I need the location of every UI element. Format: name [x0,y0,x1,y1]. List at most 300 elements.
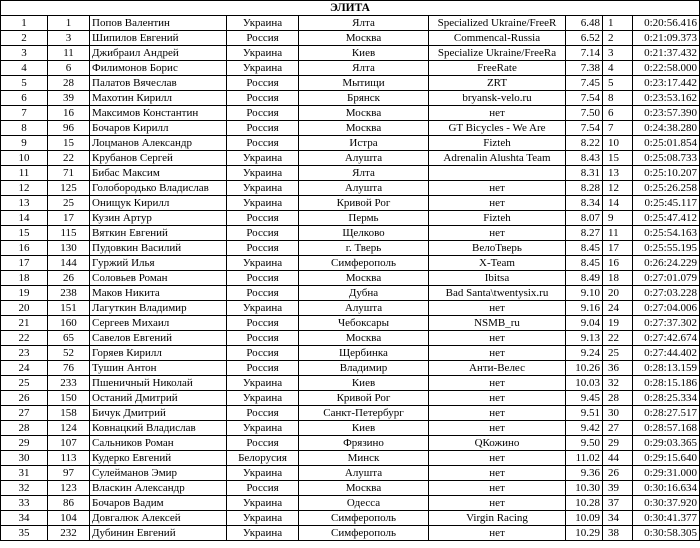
country-cell: Россия [227,286,299,301]
rank1-cell: 6 [603,106,633,121]
country-cell: Украина [227,196,299,211]
bib-cell: 71 [48,166,90,181]
total-time-cell: 0:25:55.195 [633,241,700,256]
bib-cell: 22 [48,151,90,166]
time1-cell: 6.48 [566,16,603,31]
city-cell: Москва [299,331,429,346]
table-row [1,526,700,541]
table-title: ЭЛИТА [1,1,700,16]
rider-name-cell: Бичук Дмитрий [90,406,227,421]
total-time-cell: 0:29:03.365 [633,436,700,451]
rider-name-cell: Соловьев Роман [90,271,227,286]
bib-cell: 76 [48,361,90,376]
place-cell: 25 [1,376,48,391]
team-cell: нет [429,301,566,316]
table-row [1,61,700,76]
total-time-cell: 0:27:42.674 [633,331,700,346]
rider-name-cell: Джибраил Андрей [90,46,227,61]
country-cell: Россия [227,361,299,376]
team-cell: нет [429,196,566,211]
bib-cell: 11 [48,46,90,61]
country-cell: Россия [227,226,299,241]
rider-name-cell: Палатов Вячеслав [90,76,227,91]
city-cell: Киев [299,421,429,436]
rank1-cell: 1 [603,16,633,31]
rank1-cell: 39 [603,481,633,496]
total-time-cell: 0:25:47.412 [633,211,700,226]
country-cell: Россия [227,241,299,256]
city-cell: Москва [299,31,429,46]
country-cell: Украина [227,511,299,526]
team-cell: NSMB_ru [429,316,566,331]
city-cell: Ялта [299,166,429,181]
place-cell: 16 [1,241,48,256]
bib-cell: 65 [48,331,90,346]
team-cell: ZRT [429,76,566,91]
rider-name-cell: Лагуткин Владимир [90,301,227,316]
rider-name-cell: Власкин Александр [90,481,227,496]
bib-cell: 115 [48,226,90,241]
team-cell: нет [429,391,566,406]
rider-name-cell: Останий Дмитрий [90,391,227,406]
rank1-cell: 8 [603,91,633,106]
total-time-cell: 0:22:58.000 [633,61,700,76]
table-row [1,136,700,151]
city-cell: Кривой Рог [299,391,429,406]
bib-cell: 52 [48,346,90,361]
rank1-cell: 24 [603,301,633,316]
time1-cell: 10.03 [566,376,603,391]
rank1-cell: 25 [603,346,633,361]
time1-cell: 8.49 [566,271,603,286]
place-cell: 2 [1,31,48,46]
team-cell: Virgin Racing [429,511,566,526]
table-row [1,271,700,286]
time1-cell: 9.16 [566,301,603,316]
total-time-cell: 0:30:37.920 [633,496,700,511]
country-cell: Украина [227,16,299,31]
total-time-cell: 0:21:37.432 [633,46,700,61]
place-cell: 29 [1,436,48,451]
bib-cell: 150 [48,391,90,406]
city-cell: Минск [299,451,429,466]
table-row [1,331,700,346]
time1-cell: 9.13 [566,331,603,346]
rider-name-cell: Ковнацкий Владислав [90,421,227,436]
team-cell: Fizteh [429,211,566,226]
team-cell: Specialize Ukraine/FreeRa [429,46,566,61]
rider-name-cell: Бочаров Вадим [90,496,227,511]
city-cell: Пермь [299,211,429,226]
country-cell: Украина [227,151,299,166]
total-time-cell: 0:28:27.517 [633,406,700,421]
bib-cell: 233 [48,376,90,391]
total-time-cell: 0:28:25.334 [633,391,700,406]
city-cell: Дубна [299,286,429,301]
country-cell: Россия [227,436,299,451]
country-cell: Украина [227,376,299,391]
country-cell: Украина [227,256,299,271]
team-cell: нет [429,181,566,196]
place-cell: 12 [1,181,48,196]
time1-cell: 8.31 [566,166,603,181]
country-cell: Россия [227,106,299,121]
place-cell: 31 [1,466,48,481]
table-row [1,286,700,301]
time1-cell: 7.54 [566,121,603,136]
table-row [1,466,700,481]
country-cell: Россия [227,346,299,361]
rider-name-cell: Пудовкин Василий [90,241,227,256]
city-cell: Алушта [299,466,429,481]
table-row [1,211,700,226]
team-cell: X-Team [429,256,566,271]
country-cell: Россия [227,121,299,136]
country-cell: Россия [227,331,299,346]
table-row [1,481,700,496]
total-time-cell: 0:25:01.854 [633,136,700,151]
team-cell: bryansk-velo.ru [429,91,566,106]
city-cell: Щелково [299,226,429,241]
total-time-cell: 0:28:15.186 [633,376,700,391]
bib-cell: 25 [48,196,90,211]
place-cell: 18 [1,271,48,286]
rider-name-cell: Сергеев Михаил [90,316,227,331]
table-row [1,511,700,526]
bib-cell: 15 [48,136,90,151]
bib-cell: 6 [48,61,90,76]
city-cell: Москва [299,121,429,136]
time1-cell: 9.50 [566,436,603,451]
city-cell: Одесса [299,496,429,511]
place-cell: 13 [1,196,48,211]
rider-name-cell: Попов Валентин [90,16,227,31]
rank1-cell: 14 [603,196,633,211]
city-cell: Алушта [299,301,429,316]
total-time-cell: 0:29:15.640 [633,451,700,466]
rider-name-cell: Филимонов Борис [90,61,227,76]
time1-cell: 9.04 [566,316,603,331]
rider-name-cell: Лоцманов Александр [90,136,227,151]
city-cell: Ялта [299,61,429,76]
city-cell: Алушта [299,151,429,166]
total-time-cell: 0:26:24.229 [633,256,700,271]
country-cell: Россия [227,271,299,286]
rider-name-cell: Онищук Кирилл [90,196,227,211]
team-cell: нет [429,421,566,436]
total-time-cell: 0:30:58.305 [633,526,700,541]
time1-cell: 8.28 [566,181,603,196]
place-cell: 26 [1,391,48,406]
table-row [1,256,700,271]
total-time-cell: 0:23:57.390 [633,106,700,121]
rank1-cell: 5 [603,76,633,91]
rank1-cell: 38 [603,526,633,541]
country-cell: Россия [227,136,299,151]
bib-cell: 26 [48,271,90,286]
table-row [1,361,700,376]
rank1-cell: 10 [603,136,633,151]
table-row [1,76,700,91]
rank1-cell: 3 [603,46,633,61]
team-cell: нет [429,526,566,541]
time1-cell: 10.28 [566,496,603,511]
time1-cell: 10.09 [566,511,603,526]
rank1-cell: 15 [603,151,633,166]
team-cell: нет [429,106,566,121]
team-cell: нет [429,346,566,361]
table-row [1,421,700,436]
table-row [1,181,700,196]
city-cell: Симферополь [299,256,429,271]
bib-cell: 107 [48,436,90,451]
bib-cell: 104 [48,511,90,526]
total-time-cell: 0:25:45.117 [633,196,700,211]
time1-cell: 8.45 [566,241,603,256]
rank1-cell: 32 [603,376,633,391]
bib-cell: 123 [48,481,90,496]
bib-cell: 17 [48,211,90,226]
country-cell: Украина [227,61,299,76]
table-row [1,346,700,361]
team-cell: QКожино [429,436,566,451]
place-cell: 6 [1,91,48,106]
city-cell: Алушта [299,181,429,196]
team-cell: нет [429,406,566,421]
bib-cell: 96 [48,121,90,136]
team-cell: ВелоТверь [429,241,566,256]
city-cell: Ялта [299,16,429,31]
place-cell: 19 [1,286,48,301]
time1-cell: 8.27 [566,226,603,241]
rider-name-cell: Бочаров Кирилл [90,121,227,136]
place-cell: 22 [1,331,48,346]
place-cell: 24 [1,361,48,376]
total-time-cell: 0:23:17.442 [633,76,700,91]
total-time-cell: 0:21:09.373 [633,31,700,46]
rank1-cell: 36 [603,361,633,376]
bib-cell: 113 [48,451,90,466]
city-cell: Симферополь [299,511,429,526]
place-cell: 10 [1,151,48,166]
team-cell: Анти-Велес [429,361,566,376]
total-time-cell: 0:27:03.228 [633,286,700,301]
team-cell: нет [429,331,566,346]
team-cell [429,166,566,181]
team-cell: GT Bicycles - We Are [429,121,566,136]
total-time-cell: 0:28:13.159 [633,361,700,376]
country-cell: Украина [227,526,299,541]
time1-cell: 9.42 [566,421,603,436]
bib-cell: 158 [48,406,90,421]
place-cell: 35 [1,526,48,541]
place-cell: 14 [1,211,48,226]
time1-cell: 7.14 [566,46,603,61]
time1-cell: 9.51 [566,406,603,421]
bib-cell: 130 [48,241,90,256]
rider-name-cell: Голобородько Владислав [90,181,227,196]
place-cell: 34 [1,511,48,526]
place-cell: 11 [1,166,48,181]
total-time-cell: 0:27:37.302 [633,316,700,331]
rider-name-cell: Савелов Евгений [90,331,227,346]
table-row [1,46,700,61]
city-cell: Брянск [299,91,429,106]
place-cell: 9 [1,136,48,151]
table-row [1,316,700,331]
team-cell: нет [429,496,566,511]
rank1-cell: 34 [603,511,633,526]
bib-cell: 232 [48,526,90,541]
place-cell: 3 [1,46,48,61]
table-row [1,391,700,406]
time1-cell: 10.26 [566,361,603,376]
table-row [1,196,700,211]
bib-cell: 97 [48,466,90,481]
time1-cell: 11.02 [566,451,603,466]
team-cell: Adrenalin Alushta Team [429,151,566,166]
time1-cell: 8.07 [566,211,603,226]
team-cell: Bad Santa\twentysix.ru [429,286,566,301]
team-cell: нет [429,466,566,481]
rank1-cell: 27 [603,421,633,436]
time1-cell: 7.50 [566,106,603,121]
city-cell: Москва [299,106,429,121]
rider-name-cell: Шипилов Евгений [90,31,227,46]
time1-cell: 8.22 [566,136,603,151]
rank1-cell: 11 [603,226,633,241]
rider-name-cell: Тушин Антон [90,361,227,376]
total-time-cell: 0:30:41.377 [633,511,700,526]
time1-cell: 10.30 [566,481,603,496]
table-row [1,376,700,391]
total-time-cell: 0:25:08.733 [633,151,700,166]
city-cell: Санкт-Петербург [299,406,429,421]
total-time-cell: 0:20:56.416 [633,16,700,31]
bib-cell: 16 [48,106,90,121]
rank1-cell: 30 [603,406,633,421]
bib-cell: 124 [48,421,90,436]
table-row [1,121,700,136]
place-cell: 32 [1,481,48,496]
rider-name-cell: Довгалюк Алексей [90,511,227,526]
country-cell: Россия [227,91,299,106]
city-cell: Киев [299,376,429,391]
total-time-cell: 0:25:10.207 [633,166,700,181]
rider-name-cell: Максимов Константин [90,106,227,121]
bib-cell: 86 [48,496,90,511]
city-cell: Москва [299,481,429,496]
time1-cell: 6.52 [566,31,603,46]
rank1-cell: 13 [603,166,633,181]
time1-cell: 7.38 [566,61,603,76]
country-cell: Украина [227,301,299,316]
city-cell: Владимир [299,361,429,376]
rank1-cell: 12 [603,181,633,196]
city-cell: Фрязино [299,436,429,451]
rank1-cell: 44 [603,451,633,466]
team-cell: Specialized Ukraine/FreeR [429,16,566,31]
place-cell: 30 [1,451,48,466]
bib-cell: 144 [48,256,90,271]
place-cell: 17 [1,256,48,271]
time1-cell: 7.54 [566,91,603,106]
bib-cell: 160 [48,316,90,331]
bib-cell: 151 [48,301,90,316]
country-cell: Россия [227,406,299,421]
team-cell: нет [429,451,566,466]
table-row [1,406,700,421]
country-cell: Россия [227,76,299,91]
team-cell: нет [429,376,566,391]
team-cell: Commencal-Russia [429,31,566,46]
rider-name-cell: Горяев Кирилл [90,346,227,361]
country-cell: Украина [227,46,299,61]
team-cell: нет [429,226,566,241]
bib-cell: 125 [48,181,90,196]
city-cell: г. Тверь [299,241,429,256]
country-cell: Белорусия [227,451,299,466]
country-cell: Украина [227,181,299,196]
rider-name-cell: Бибас Максим [90,166,227,181]
team-cell: Ibitsa [429,271,566,286]
rank1-cell: 2 [603,31,633,46]
team-cell: FreeRate [429,61,566,76]
rank1-cell: 7 [603,121,633,136]
country-cell: Украина [227,166,299,181]
rider-name-cell: Кудерко Евгений [90,451,227,466]
place-cell: 1 [1,16,48,31]
place-cell: 23 [1,346,48,361]
bib-cell: 1 [48,16,90,31]
rank1-cell: 4 [603,61,633,76]
time1-cell: 9.24 [566,346,603,361]
country-cell: Украина [227,391,299,406]
table-row [1,166,700,181]
rank1-cell: 37 [603,496,633,511]
country-cell: Россия [227,31,299,46]
table-row [1,106,700,121]
rider-name-cell: Махотин Кирилл [90,91,227,106]
country-cell: Украина [227,421,299,436]
total-time-cell: 0:27:01.079 [633,271,700,286]
bib-cell: 28 [48,76,90,91]
rank1-cell: 28 [603,391,633,406]
table-body [1,16,700,541]
time1-cell: 9.10 [566,286,603,301]
time1-cell: 8.34 [566,196,603,211]
rider-name-cell: Сальников Роман [90,436,227,451]
table-row [1,436,700,451]
total-time-cell: 0:28:57.168 [633,421,700,436]
rank1-cell: 9 [603,211,633,226]
rank1-cell: 20 [603,286,633,301]
time1-cell: 7.45 [566,76,603,91]
rider-name-cell: Дубинин Евгений [90,526,227,541]
city-cell: Киев [299,46,429,61]
total-time-cell: 0:30:16.634 [633,481,700,496]
rider-name-cell: Вяткин Евгений [90,226,227,241]
place-cell: 4 [1,61,48,76]
country-cell: Украина [227,496,299,511]
bib-cell: 39 [48,91,90,106]
rank1-cell: 17 [603,241,633,256]
rider-name-cell: Гуржий Илья [90,256,227,271]
time1-cell: 8.43 [566,151,603,166]
bib-cell: 238 [48,286,90,301]
total-time-cell: 0:27:44.402 [633,346,700,361]
time1-cell: 8.45 [566,256,603,271]
